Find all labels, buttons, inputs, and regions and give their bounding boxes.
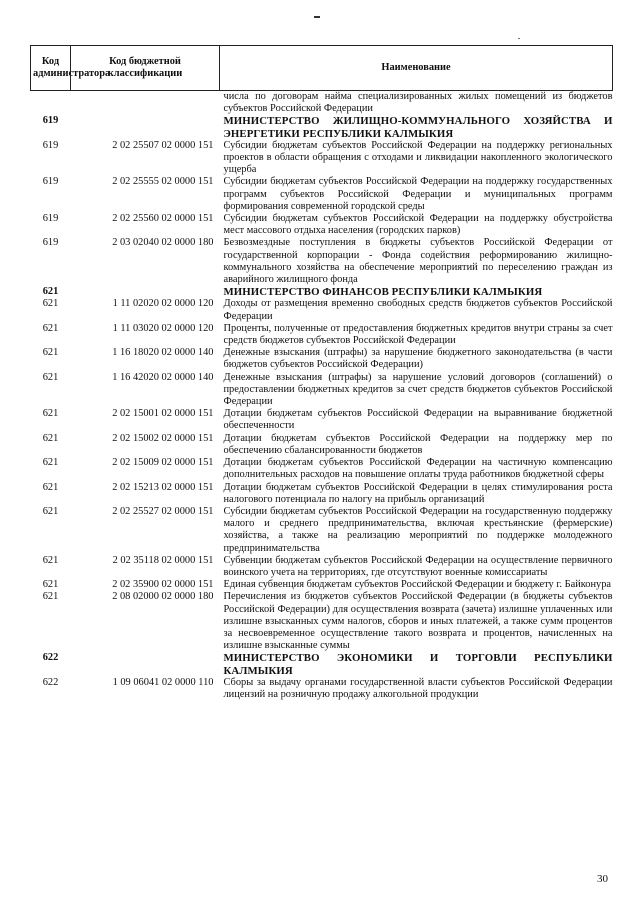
admin-code-cell: 621: [42, 457, 59, 469]
table-row: [31, 555, 613, 579]
ministry-row: [31, 286, 613, 298]
name-cell: Субсидии бюджетам субъектов Российской Федерации на государственную поддержку малого и среднего предпринимательства, включая крестьянские (фермерские) хозяйства, а также на реализацию мероприятий по поддержке молодежного предпринимательства: [223, 505, 613, 554]
name-cell: Проценты, полученные от предоставления бюджетных кредитов внутри страны за счет средств бюджетов субъектов Российской Федерации: [223, 322, 613, 347]
budget-code-cell: 1 11 03020 02 0000 120: [112, 322, 214, 334]
budget-code-cell: [71, 286, 220, 298]
budget-code-cell: 2 08 02000 02 0000 180: [112, 591, 214, 603]
table-row: [31, 323, 613, 347]
name-cell: МИНИСТЕРСТВО ЭКОНОМИКИ И ТОРГОВЛИ РЕСПУБЛИКИ КАЛМЫКИЯ: [223, 652, 613, 677]
table-row: [31, 213, 613, 237]
admin-code-cell: 619: [42, 176, 59, 188]
table-row: [31, 176, 613, 213]
continuation-text: числа по договорам найма специализированных жилых помещений из бюджетов субъектов Российской Федерации: [223, 91, 613, 115]
admin-code-cell: 621: [42, 591, 59, 603]
budget-code-cell: 2 02 25555 02 0000 151: [112, 176, 214, 188]
admin-code-cell: 621: [42, 481, 59, 493]
table-row: [31, 591, 613, 652]
admin-code-cell: 619: [42, 115, 59, 127]
budget-code-cell: 2 02 35900 02 0000 151: [112, 579, 214, 591]
admin-code-cell: 619: [42, 213, 59, 225]
admin-code-cell: 621: [42, 322, 59, 334]
name-cell: МИНИСТЕРСТВО ЖИЛИЩНО-КОММУНАЛЬНОГО ХОЗЯЙСТВА И ЭНЕРГЕТИКИ РЕСПУБЛИКИ КАЛМЫКИЯ: [223, 115, 613, 140]
budget-code-cell: [71, 652, 220, 676]
name-cell: Субвенции бюджетам субъектов Российской Федерации на осуществление первичного воинского учета на территориях, где отсутствуют военные комиссариаты: [223, 554, 613, 578]
name-cell: Дотации бюджетам субъектов Российской Федерации на поддержку мер по обеспечению сбалансированности бюджетов: [223, 432, 613, 456]
budget-code-cell: 2 03 02040 02 0000 180: [112, 237, 214, 249]
admin-code-cell: 621: [42, 371, 59, 383]
name-cell: Субсидии бюджетам субъектов Российской Федерации на поддержку обустройства мест массового отдыха населения (городских парков): [223, 213, 613, 237]
budget-code-cell: 2 02 25560 02 0000 151: [112, 213, 214, 225]
table-row: [31, 347, 613, 371]
admin-code-cell: 622: [42, 652, 59, 664]
page-number: 30: [597, 873, 608, 885]
ministry-row: [31, 115, 613, 139]
name-cell: Доходы от размещения временно свободных средств бюджетов субъектов Российской Федерации: [223, 298, 613, 322]
table-row: [31, 677, 613, 701]
admin-code-cell: 621: [42, 554, 59, 566]
admin-code-cell: 621: [42, 432, 59, 444]
admin-code-cell: 619: [42, 237, 59, 249]
admin-code-cell: 621: [42, 347, 59, 359]
table-row: [31, 433, 613, 457]
table-row: [31, 408, 613, 432]
budget-code-cell: 2 02 15213 02 0000 151: [112, 481, 214, 493]
name-cell: Перечисления из бюджетов субъектов Российской Федерации (в бюджеты субъектов Российской Федерации) для осуществления возврата (зачета) излишне уплаченных или излишне взысканных сумм налогов, сборов и иных платежей, а также сумм процентов за несвоевременное осуществление такого возврата и процентов, начисленных на излишне взысканные суммы: [223, 591, 613, 652]
table-row: [31, 579, 613, 591]
budget-code-cell: 1 16 42020 02 0000 140: [112, 371, 214, 383]
name-cell: Дотации бюджетам субъектов Российской Федерации на частичную компенсацию дополнительных расходов на повышение оплаты труда работников бюджетной сферы: [223, 457, 613, 481]
admin-code-cell: 621: [42, 298, 59, 310]
name-cell: Дотации бюджетам субъектов Российской Федерации на выравнивание бюджетной обеспеченности: [223, 408, 613, 432]
ministry-row: [31, 652, 613, 676]
table-row: [31, 140, 613, 177]
budget-code-cell: 2 02 15002 02 0000 151: [112, 432, 214, 444]
name-cell: Дотации бюджетам субъектов Российской Федерации в целях стимулирования роста налогового потенциала по налогу на прибыль организаций: [223, 481, 613, 505]
name-cell: Денежные взыскания (штрафы) за нарушение условий договоров (соглашений) о предоставлении бюджетных кредитов за счет средств бюджетов субъектов Российской Федерации: [223, 371, 613, 408]
scan-mark-top: [314, 16, 320, 18]
table-row: [31, 482, 613, 506]
header-budget-code: Код бюджетной классификации: [71, 46, 220, 91]
admin-code-cell: 621: [42, 286, 59, 298]
continuation-row: [31, 91, 613, 116]
budget-code-cell: 2 02 35118 02 0000 151: [112, 554, 214, 566]
name-cell: Денежные взыскания (штрафы) за нарушение бюджетного законодательства (в части бюджетов субъектов Российской Федерации): [223, 347, 613, 371]
scan-speck: [518, 38, 520, 39]
admin-code-cell: 621: [42, 579, 59, 591]
name-cell: Сборы за выдачу органами государственной власти субъектов Российской Федерации лицензий на розничную продажу алкогольной продукции: [223, 676, 613, 700]
admin-code-cell: 621: [42, 505, 59, 517]
budget-code-cell: 1 09 06041 02 0000 110: [112, 676, 214, 688]
header-admin-code: Код администратора: [31, 46, 71, 91]
table-row: [31, 506, 613, 555]
name-cell: Единая субвенция бюджетам субъектов Российской Федерации и бюджету г. Байконура: [223, 579, 612, 591]
name-cell: Субсидии бюджетам субъектов Российской Федерации на поддержку государственных программ субъектов Российской Федерации и муниципальных программ формирования современной городской среды: [223, 176, 613, 212]
table-row: [31, 237, 613, 286]
budget-code-cell: 2 02 15001 02 0000 151: [112, 408, 214, 420]
budget-code-cell: 2 02 25507 02 0000 151: [112, 139, 214, 151]
table-row: [31, 298, 613, 322]
budget-code-cell: 2 02 25527 02 0000 151: [112, 505, 214, 517]
admin-code-cell: 619: [42, 139, 59, 151]
table-row: [31, 372, 613, 409]
budget-code-cell: 2 02 15009 02 0000 151: [112, 457, 214, 469]
budget-codes-table: [30, 45, 613, 701]
name-cell: Субсидии бюджетам субъектов Российской Федерации на поддержку региональных проектов в области обращения с отходами и ликвидации накопленного экологического ущерба: [223, 139, 613, 176]
name-cell: Безвозмездные поступления в бюджеты субъектов Российской Федерации от государственной корпорации - Фонда содействия реформированию жилищно-коммунального хозяйства на обеспечение мероприятий по переселению граждан из аварийного жилищного фонда: [223, 237, 613, 286]
name-cell: МИНИСТЕРСТВО ФИНАНСОВ РЕСПУБЛИКИ КАЛМЫКИЯ: [223, 286, 543, 299]
table-body: [31, 91, 613, 702]
budget-code-cell: 1 11 02020 02 0000 120: [112, 298, 214, 310]
budget-code-cell: 1 16 18020 02 0000 140: [112, 347, 214, 359]
budget-code-cell: [71, 115, 220, 139]
admin-code-cell: 621: [42, 408, 59, 420]
table-header-row: [31, 46, 613, 91]
table-row: [31, 457, 613, 481]
admin-code-cell: 622: [42, 676, 59, 688]
document-page: [30, 45, 612, 701]
header-name: Наименование: [220, 46, 613, 91]
